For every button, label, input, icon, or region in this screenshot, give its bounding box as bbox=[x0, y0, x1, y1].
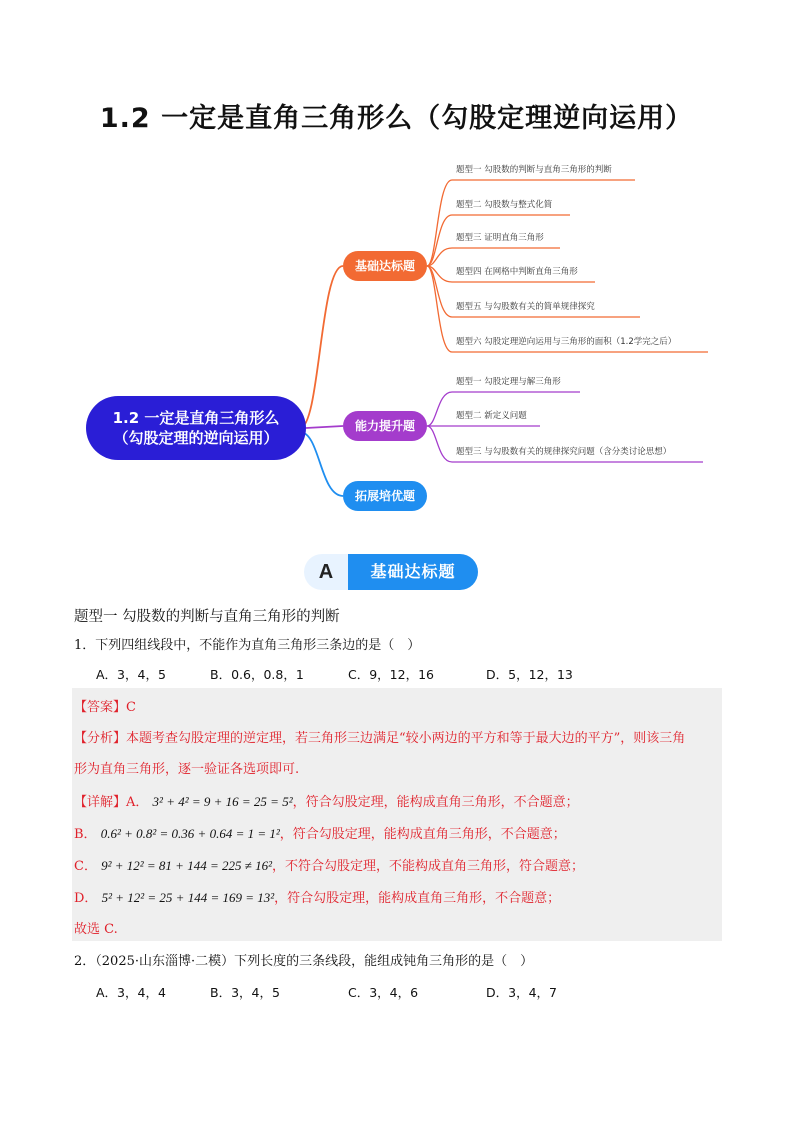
detail-c-label: C． bbox=[74, 859, 97, 874]
detail-a-label: A． bbox=[126, 795, 149, 810]
detail-line-c bbox=[74, 855, 584, 874]
detail-d-label: D． bbox=[74, 891, 98, 906]
analysis-line-2: 形为直角三角形，逐一验证各选项即可. bbox=[74, 762, 300, 777]
basic-leaf-6: 题型六 勾股定理逆向运用与三角形的面积（1.2学完之后） bbox=[456, 337, 677, 347]
ability-leaf-3: 题型三 与勾股数有关的规律探究问题（含分类讨论思想） bbox=[456, 447, 672, 457]
q1-option-a: A．3，4，5 bbox=[96, 667, 166, 682]
q1-option-b: B．0.6，0.8，1 bbox=[210, 667, 304, 682]
detail-b-label: B． bbox=[74, 827, 97, 842]
question-2-text: 2．（2025·山东淄博·二模）下列长度的三条线段，能组成钝角三角形的是（ ） bbox=[74, 954, 534, 969]
detail-d-text: ，符合勾股定理，能构成直角三角形，不合题意； bbox=[274, 891, 561, 906]
detail-a-math: 3² + 4² = 9 + 16 = 25 = 5² bbox=[152, 794, 293, 809]
answer-tag: 【答案】 bbox=[74, 700, 127, 715]
detail-tag: 【详解】 bbox=[74, 795, 127, 810]
detail-line-b bbox=[74, 823, 566, 842]
ability-leaf-2: 题型二 新定义问题 bbox=[456, 411, 527, 421]
detail-a-text: ，符合勾股定理，能构成直角三角形，不合题意； bbox=[292, 795, 579, 810]
analysis-text-1: 本题考查勾股定理的逆定理，若三角形三边满足“较小两边的平方和等于最大边的平方”，则该三角 bbox=[126, 731, 686, 746]
page-title: 1.2 一定是直角三角形么（勾股定理逆向运用） bbox=[99, 103, 694, 134]
branch-ability: 能力提升题 bbox=[343, 411, 427, 441]
detail-c-math: 9² + 12² = 81 + 144 = 225 ≠ 16² bbox=[101, 858, 273, 873]
detail-d-math: 5² + 12² = 25 + 144 = 169 = 13² bbox=[101, 890, 275, 905]
answer-value: C bbox=[126, 700, 136, 715]
question-type-heading: 题型一 勾股数的判断与直角三角形的判断 bbox=[74, 609, 340, 625]
mindmap-root-line1: 1.2 一定是直角三角形么 bbox=[112, 409, 280, 427]
detail-b-text: ，符合勾股定理，能构成直角三角形，不合题意； bbox=[279, 827, 566, 842]
section-letter: A bbox=[304, 554, 348, 590]
answer-line bbox=[74, 696, 136, 715]
q2-option-c: C．3，4，6 bbox=[348, 985, 419, 1000]
basic-leaf-5: 题型五 与勾股数有关的简单规律探究 bbox=[456, 302, 595, 312]
basic-leaf-4: 题型四 在网格中判断直角三角形 bbox=[456, 267, 578, 277]
q1-option-d: D．5，12，13 bbox=[486, 667, 573, 682]
basic-leaf-2: 题型二 勾股数与整式化简 bbox=[456, 200, 553, 210]
question-1-text: 1．下列四组线段中，不能作为直角三角形三条边的是（ ） bbox=[74, 638, 421, 653]
basic-leaf-1: 题型一 勾股数的判断与直角三角形的判断 bbox=[456, 165, 612, 175]
basic-leaf-3: 题型三 证明直角三角形 bbox=[456, 233, 544, 243]
mindmap-root bbox=[86, 396, 306, 460]
ability-leaf-1: 题型一 勾股定理与解三角形 bbox=[456, 377, 561, 387]
analysis-tag: 【分析】 bbox=[74, 731, 127, 746]
q2-option-a: A．3，4，4 bbox=[96, 985, 166, 1000]
conclusion-line: 故选 C. bbox=[74, 922, 118, 937]
detail-line-a bbox=[74, 791, 579, 810]
analysis-line-1 bbox=[74, 727, 685, 746]
q1-option-c: C．9，12，16 bbox=[348, 667, 434, 682]
mindmap-root-line2: （勾股定理的逆向运用） bbox=[113, 429, 279, 447]
detail-line-d bbox=[74, 887, 560, 906]
section-banner bbox=[304, 554, 478, 590]
q2-option-b: B．3，4，5 bbox=[210, 985, 280, 1000]
branch-basic: 基础达标题 bbox=[343, 251, 427, 281]
q2-option-d: D．3，4，7 bbox=[486, 985, 557, 1000]
branch-extend: 拓展培优题 bbox=[343, 481, 427, 511]
detail-b-math: 0.6² + 0.8² = 0.36 + 0.64 = 1 = 1² bbox=[100, 826, 280, 841]
detail-c-text: ，不符合勾股定理，不能构成直角三角形，符合题意； bbox=[272, 859, 585, 874]
section-label: 基础达标题 bbox=[348, 554, 478, 590]
